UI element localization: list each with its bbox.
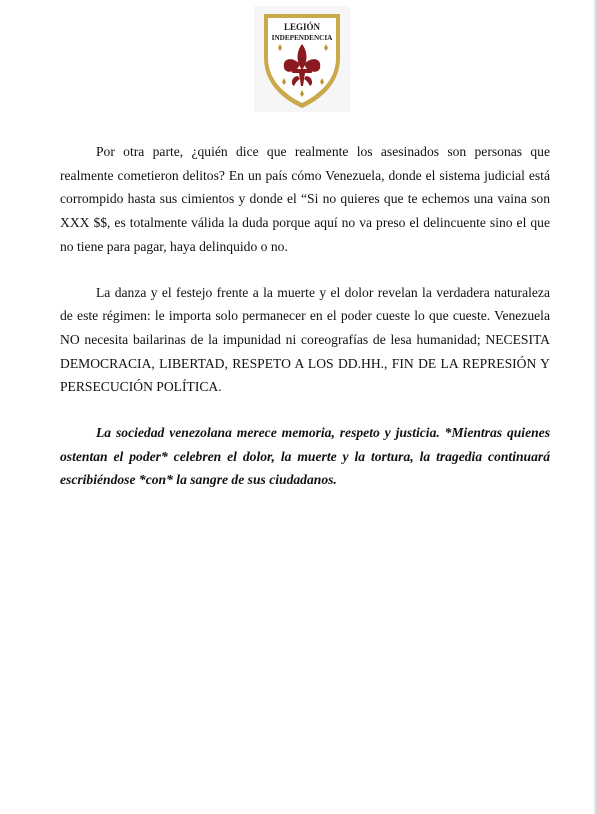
logo-line1: LEGIÓN [283,22,321,32]
paragraph-3: La sociedad venezolana merece memoria, respeto y justicia. *Mientras quienes ostentan el poder* celebren el dolor, la muerte y la tortura, la tragedia continuará escribiéndose *con* la sangre de sus ciudadanos. [60,425,550,488]
logo-line2: INDEPENDENCIA [271,34,333,42]
document-body [60,140,550,514]
paragraph-2: La danza y el festejo frente a la muerte y el dolor revelan la verdadera naturaleza de este régimen: le importa solo permanecer en el poder cueste lo que cueste. Venezuela NO necesita bailarinas de la impunidad ni coreografías de lesa humanidad; NECESITA DEMOCRACIA, LIBERTAD, RESPETO A LOS DD.HH., FIN DE LA REPRESIÓN Y PERSECUCIÓN POLÍTICA. [60,284,550,395]
fleur-de-lis-shield-icon [254,6,350,112]
paragraph-1: Por otra parte, ¿quién dice que realmente los asesinados son personas que realmente cometieron delitos? En un país cómo Venezuela, donde el sistema judicial está corrompido hasta sus cimientos y donde el “Si no quieres que te echemos una vaina son XXX $$, es totalmente válida la duda porque aquí no va preso el delincuente sino el que no tiene para pagar, haya delinquido o no. [60,144,550,254]
page-edge [594,0,598,814]
legion-independencia-logo [254,6,350,112]
